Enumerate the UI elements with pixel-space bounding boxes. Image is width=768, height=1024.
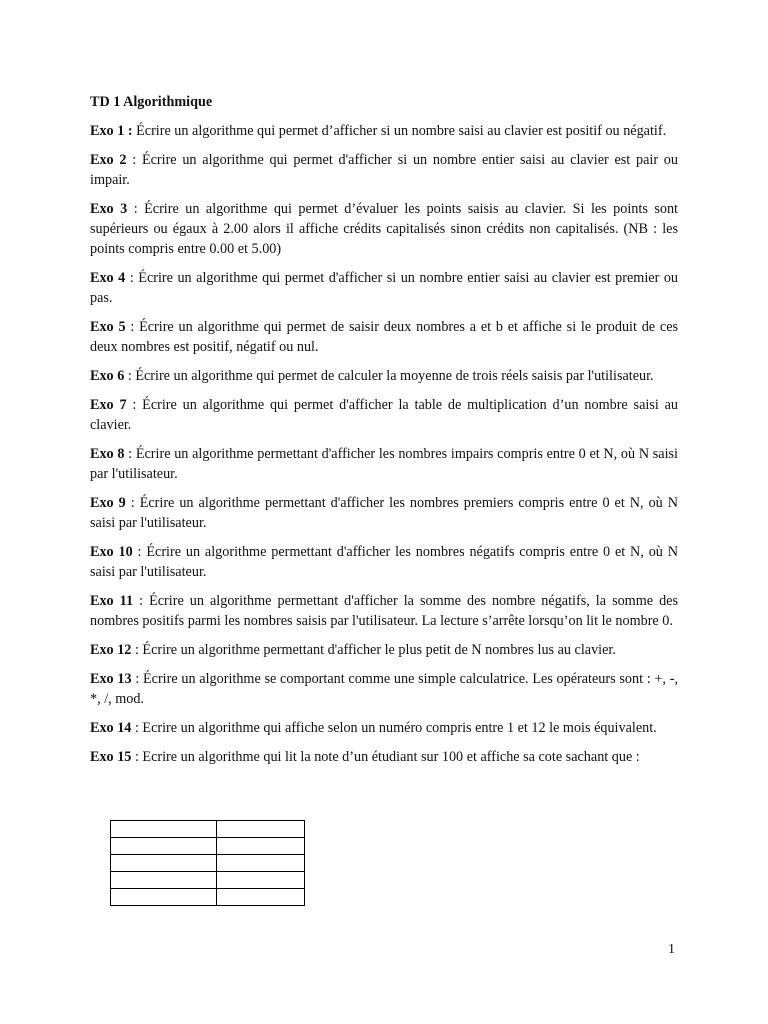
exercise-text: : Ecrire un algorithme qui lit la note d’un étudiant sur 100 et affiche sa cote sachant que : bbox=[131, 749, 640, 765]
page-number: 1 bbox=[668, 942, 675, 957]
table-cell bbox=[111, 821, 217, 838]
exercise-text: : Écrire un algorithme qui permet d’évaluer les points saisis au clavier. Si les points sont supérieurs ou égaux à 2.00 alors il affiche crédits capitalisés sinon crédits non capitalisés. (NB : les points compris entre 0.00 et 5.00) bbox=[90, 201, 678, 257]
exercise-text: : Écrire un algorithme permettant d'afficher les nombres impairs compris entre 0 et N, où N saisi par l'utilisateur. bbox=[90, 446, 679, 482]
table-row bbox=[111, 838, 305, 855]
exercise-text: : Écrire un algorithme qui permet d'afficher si un nombre entier saisi au clavier est pair ou impair. bbox=[90, 152, 678, 188]
exercise-text: : Écrire un algorithme qui permet de calculer la moyenne de trois réels saisis par l'utilisateur. bbox=[124, 368, 654, 384]
exercise-text: : Écrire un algorithme permettant d'afficher les nombres négatifs compris entre 0 et N, où N saisi par l'utilisateur. bbox=[90, 544, 678, 580]
exercise-1 bbox=[90, 121, 678, 141]
exercise-label: Exo 2 bbox=[90, 152, 127, 168]
exercise-text: : Écrire un algorithme qui permet de saisir deux nombres a et b et affiche si le produit de ces deux nombres est positif, négatif ou nul. bbox=[90, 319, 679, 355]
exercise-10 bbox=[90, 542, 678, 582]
exercise-label: Exo 12 bbox=[90, 642, 132, 658]
document-title: TD 1 Algorithmique bbox=[90, 94, 213, 110]
exercise-3 bbox=[90, 199, 678, 259]
table-cell bbox=[111, 855, 217, 872]
exercise-label: Exo 14 bbox=[90, 720, 132, 736]
exercise-12 bbox=[90, 640, 678, 660]
exercise-14 bbox=[90, 718, 678, 738]
table-cell bbox=[217, 821, 305, 838]
exercise-11 bbox=[90, 591, 678, 631]
table-cell bbox=[111, 838, 217, 855]
table-cell bbox=[217, 889, 305, 906]
exercise-label: Exo 3 bbox=[90, 201, 128, 217]
exercise-label: Exo 13 bbox=[90, 671, 132, 687]
exercise-2 bbox=[90, 150, 678, 190]
exercise-4 bbox=[90, 268, 678, 308]
table-row bbox=[111, 821, 305, 838]
exercise-label: Exo 11 bbox=[90, 593, 134, 609]
table-cell bbox=[111, 872, 217, 889]
table-cell bbox=[111, 889, 217, 906]
grade-table bbox=[110, 820, 305, 906]
exercise-label: Exo 8 bbox=[90, 446, 125, 462]
exercise-label: Exo 10 bbox=[90, 544, 133, 560]
exercise-text: Écrire un algorithme qui permet d’afficher si un nombre saisi au clavier est positif ou négatif. bbox=[132, 123, 667, 139]
exercise-label: Exo 4 bbox=[90, 270, 126, 286]
exercise-text: : Écrire un algorithme qui permet d'afficher si un nombre entier saisi au clavier est premier ou pas. bbox=[90, 270, 679, 306]
table-cell bbox=[217, 872, 305, 889]
table-row bbox=[111, 872, 305, 889]
exercise-text: : Ecrire un algorithme qui affiche selon un numéro compris entre 1 et 12 le mois équivalent. bbox=[131, 720, 657, 736]
table-row bbox=[111, 855, 305, 872]
exercise-label: Exo 6 bbox=[90, 368, 125, 384]
document-body bbox=[90, 92, 678, 776]
exercise-text: : Écrire un algorithme permettant d'afficher les nombres premiers compris entre 0 et N, où N saisi par l'utilisateur. bbox=[90, 495, 678, 531]
exercise-text: : Écrire un algorithme permettant d'afficher la somme des nombre négatifs, la somme des nombres positifs parmi les nombres saisis par l'utilisateur. La lecture s’arrête lorsqu’on lit le nombre 0. bbox=[90, 593, 678, 629]
exercise-text: : Écrire un algorithme qui permet d'afficher la table de multiplication d’un nombre saisi au clavier. bbox=[90, 397, 678, 433]
exercise-9 bbox=[90, 493, 678, 533]
exercise-5 bbox=[90, 317, 678, 357]
exercise-text: : Écrire un algorithme se comportant comme une simple calculatrice. Les opérateurs sont : +, -, *, /, mod. bbox=[90, 671, 678, 707]
exercise-label: Exo 1 : bbox=[90, 123, 133, 139]
exercise-label: Exo 5 bbox=[90, 319, 126, 335]
table-cell bbox=[217, 855, 305, 872]
exercise-label: Exo 9 bbox=[90, 495, 126, 511]
exercise-label: Exo 15 bbox=[90, 749, 132, 765]
table-cell bbox=[217, 838, 305, 855]
exercise-text: : Écrire un algorithme permettant d'afficher le plus petit de N nombres lus au clavier. bbox=[131, 642, 616, 658]
exercise-6 bbox=[90, 366, 678, 386]
table-row bbox=[111, 889, 305, 906]
exercise-8 bbox=[90, 444, 678, 484]
exercise-label: Exo 7 bbox=[90, 397, 127, 413]
exercise-7 bbox=[90, 395, 678, 435]
exercise-15 bbox=[90, 747, 678, 767]
exercise-13 bbox=[90, 669, 678, 709]
